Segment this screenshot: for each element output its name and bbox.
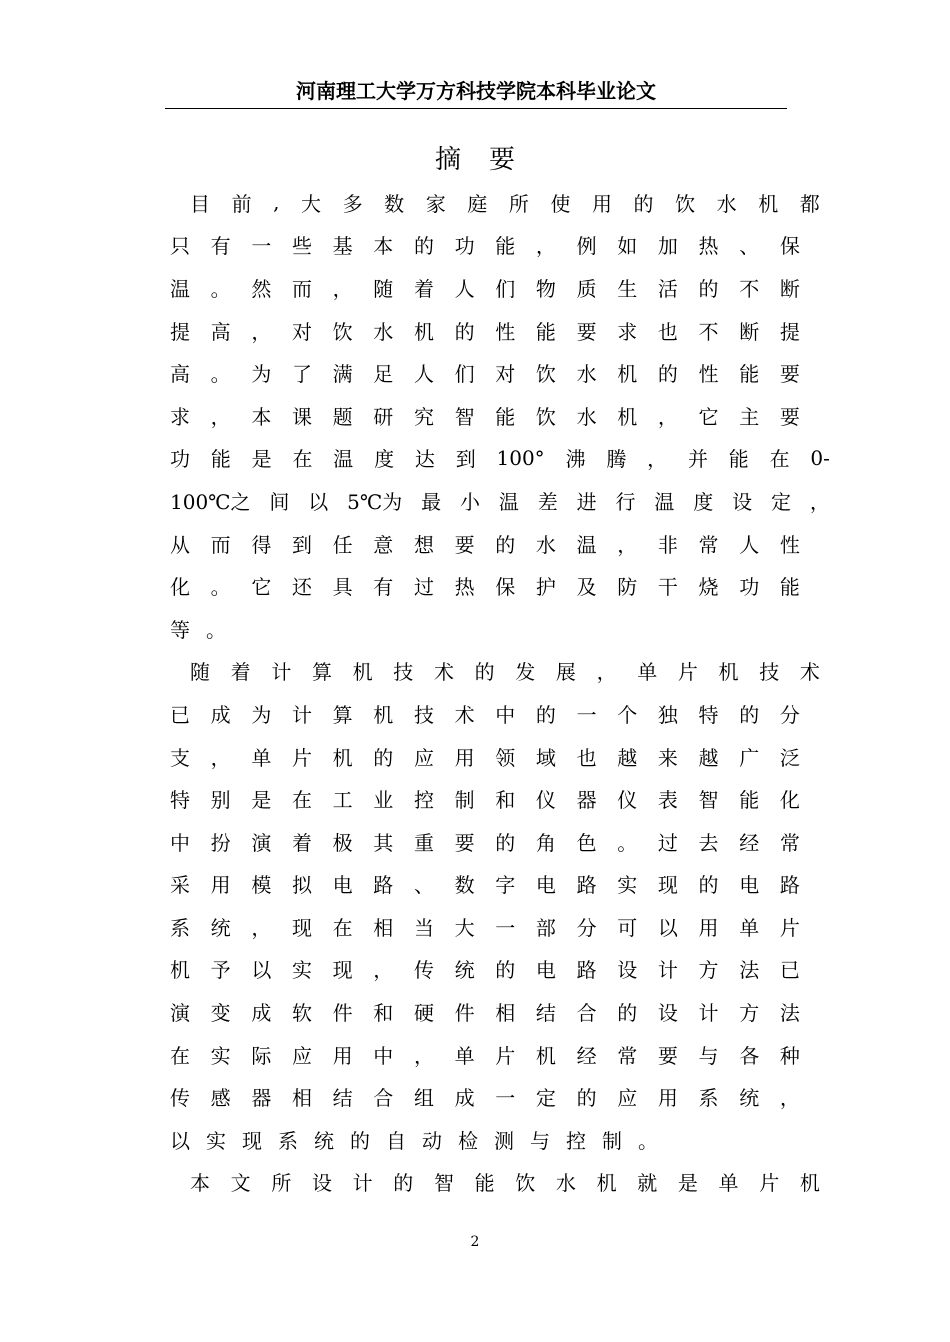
abstract-line: 以 实 现 系 统 的 自 动 检 测 与 控 制 。: [170, 1128, 658, 1153]
abstract-line: 演 变 成 软 件 和 硬 件 相 结 合 的 设 计 方 法: [170, 1001, 800, 1026]
abstract-line: 本 文 所 设 计 的 智 能 饮 水 机 就 是 单 片 机: [190, 1171, 820, 1196]
abstract-line: 已 成 为 计 算 机 技 术 中 的 一 个 独 特 的 分: [170, 702, 800, 727]
abstract-line: 机 予 以 实 现 ， 传 统 的 电 路 设 计 方 法 已: [170, 958, 800, 983]
abstract-line: 提 高 ， 对 饮 水 机 的 性 能 要 求 也 不 断 提: [170, 319, 800, 344]
abstract-line: 目 前 , 大 多 数 家 庭 所 使 用 的 饮 水 机 都: [190, 190, 820, 216]
abstract-title: 摘要: [434, 145, 543, 175]
abstract-line: 系 统 ， 现 在 相 当 大 一 部 分 可 以 用 单 片: [170, 915, 800, 940]
abstract-line: 温 。 然 而 ， 随 着 人 们 物 质 生 活 的 不 断: [170, 276, 800, 301]
abstract-line: 传 感 器 相 结 合 组 成 一 定 的 应 用 系 统 ，: [170, 1086, 800, 1111]
abstract-line: 等 。: [170, 617, 226, 642]
abstract-line: 采 用 模 拟 电 路 、 数 字 电 路 实 现 的 电 路: [170, 873, 800, 898]
abstract-line: 功 能 是 在 温 度 达 到 100° 沸 腾 ， 并 能 在 0-: [170, 445, 830, 472]
abstract-line: 100℃之 间 以 5℃为 最 小 温 差 进 行 温 度 设 定 ，: [170, 489, 830, 514]
abstract-line: 在 实 际 应 用 中 ， 单 片 机 经 常 要 与 各 种: [170, 1043, 800, 1068]
abstract-line: 高 。 为 了 满 足 人 们 对 饮 水 机 的 性 能 要: [170, 362, 800, 387]
abstract-line: 只 有 一 些 基 本 的 功 能 ， 例 如 加 热 、 保: [170, 234, 800, 259]
abstract-body: [170, 181, 830, 1203]
abstract-line: 中 扮 演 着 极 其 重 要 的 角 色 。 过 去 经 常: [170, 830, 800, 855]
abstract-line: 支 ， 单 片 机 的 应 用 领 域 也 越 来 越 广 泛: [170, 745, 800, 770]
page-header: 河南理工大学万方科技学院本科毕业论文: [165, 74, 787, 109]
abstract-line: 从 而 得 到 任 意 想 要 的 水 温 ， 非 常 人 性: [170, 532, 800, 557]
abstract-line: 特 别 是 在 工 业 控 制 和 仪 器 仪 表 智 能 化: [170, 788, 800, 813]
abstract-line: 求 ， 本 课 题 研 究 智 能 饮 水 机 ， 它 主 要: [170, 404, 800, 429]
abstract-line: 随 着 计 算 机 技 术 的 发 展 ， 单 片 机 技 术: [190, 660, 820, 685]
abstract-line: 化 。 它 还 具 有 过 热 保 护 及 防 干 烧 功 能: [170, 575, 800, 600]
page-number: 2: [470, 1234, 480, 1250]
